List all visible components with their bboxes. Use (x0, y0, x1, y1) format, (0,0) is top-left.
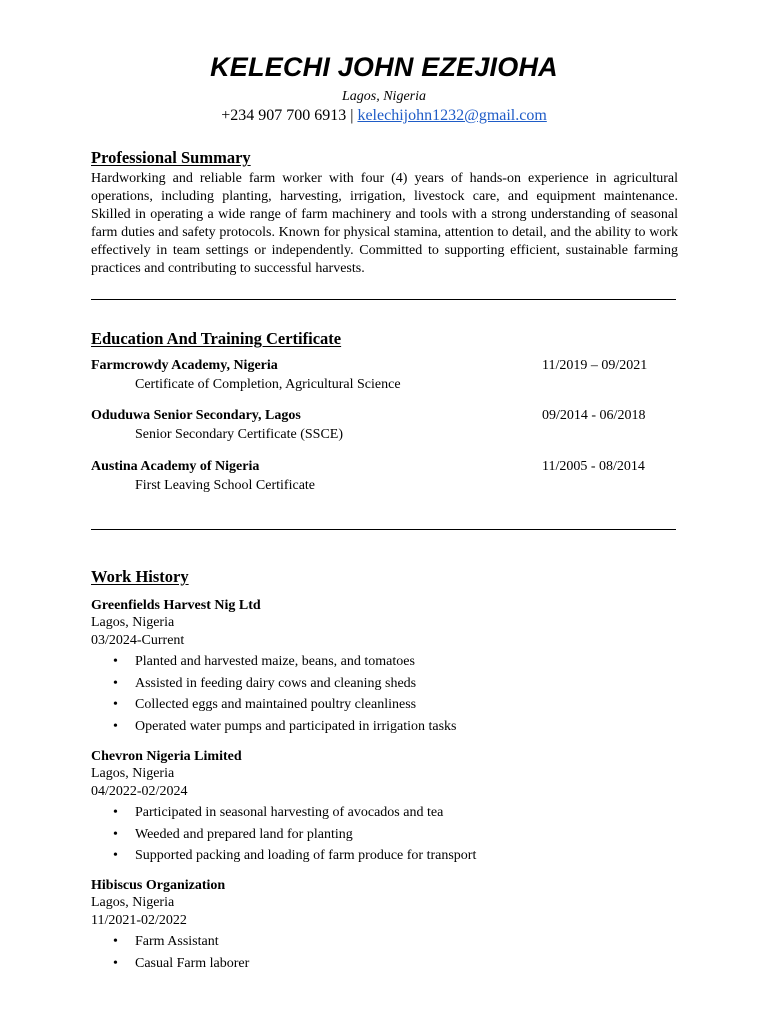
bullet-icon: • (113, 718, 118, 734)
bullet-icon: • (113, 805, 118, 820)
job-entry (91, 877, 678, 974)
bullet-icon: • (113, 654, 118, 669)
duty-text: Casual Farm laborer (135, 955, 250, 971)
job-location: Lagos, Nigeria (91, 766, 175, 781)
duty-text: Operated water pumps and participated in irrigation tasks (135, 718, 457, 734)
contact-separator: | (346, 107, 358, 124)
job-duty (91, 802, 678, 824)
job-company: Chevron Nigeria Limited (91, 749, 242, 764)
duty-text: Supported packing and loading of farm produce for transport (135, 848, 477, 863)
bullet-icon: • (113, 848, 118, 863)
education-certificate: First Leaving School Certificate (135, 478, 316, 493)
job-duty (91, 845, 678, 867)
duty-text: Planted and harvested maize, beans, and tomatoes (135, 654, 415, 669)
bullet-icon: • (113, 826, 118, 842)
job-company: Hibiscus Organization (91, 878, 226, 893)
job-location: Lagos, Nigeria (91, 615, 175, 630)
education-school: Oduduwa Senior Secondary, Lagos (91, 408, 301, 423)
job-dates: 03/2024-Current (91, 632, 185, 648)
job-duty (91, 931, 678, 953)
education-certificate: Certificate of Completion, Agricultural Science (135, 377, 401, 392)
job-duty (91, 716, 678, 738)
duty-text: Collected eggs and maintained poultry cleanliness (135, 697, 417, 712)
duty-text: Farm Assistant (135, 934, 219, 949)
job-dates: 11/2021-02/2022 (91, 912, 187, 928)
education-certificate: Senior Secondary Certificate (SSCE) (135, 427, 344, 442)
job-duty (91, 651, 678, 673)
education-dates: 11/2005 - 08/2014 (542, 459, 645, 474)
bullet-icon: • (113, 955, 118, 971)
duty-text: Assisted in feeding dairy cows and cleaning sheds (135, 675, 417, 691)
education-dates: 11/2019 – 09/2021 (542, 358, 648, 373)
job-duties-list (91, 931, 678, 974)
job-location: Lagos, Nigeria (91, 895, 175, 910)
job-entry (91, 748, 678, 867)
education-dates: 09/2014 - 06/2018 (542, 408, 646, 423)
section-divider (91, 299, 676, 300)
education-heading: Education And Training Certificate (91, 329, 342, 348)
education-school: Austina Academy of Nigeria (91, 459, 260, 474)
section-divider (91, 529, 676, 530)
bullet-icon: • (113, 934, 118, 949)
job-dates: 04/2022-02/2024 (91, 783, 188, 799)
email-link[interactable]: kelechijohn1232@gmail.com (357, 107, 547, 124)
job-duties-list (91, 802, 678, 867)
job-entry (91, 597, 678, 737)
summary-text: Hardworking and reliable farm worker with four (4) years of hands-on experience in agricultural operations, including planting, harvesting, irrigation, livestock care, and equipment maintenance. Skilled in operating a wide range of farm machinery and tools with a strong understanding of seasonal farm duties and safety protocols. Known for physical stamina, attention to detail, and the ability to work effectively in team settings or independently. Committed to supporting efficient, sustainable farming practices and contributing to successful harvests. (91, 171, 678, 276)
summary-heading: Professional Summary (91, 148, 251, 167)
candidate-location: Lagos, Nigeria (341, 89, 426, 104)
job-company: Greenfields Harvest Nig Ltd (91, 598, 261, 613)
bullet-icon: • (113, 675, 118, 691)
work-history-heading: Work History (91, 567, 189, 586)
job-duty (91, 694, 678, 716)
job-duties-list (91, 651, 678, 737)
duty-text: Weeded and prepared land for planting (135, 826, 353, 842)
job-duty (91, 673, 678, 695)
job-duty (91, 953, 678, 975)
education-school: Farmcrowdy Academy, Nigeria (91, 358, 278, 373)
duty-text: Participated in seasonal harvesting of avocados and tea (135, 805, 444, 820)
bullet-icon: • (113, 697, 118, 712)
job-duty (91, 824, 678, 846)
contact-line (0, 107, 768, 125)
phone-number: +234 907 700 6913 (221, 107, 347, 124)
candidate-name: KELECHI JOHN EZEJIOHA (210, 52, 558, 82)
